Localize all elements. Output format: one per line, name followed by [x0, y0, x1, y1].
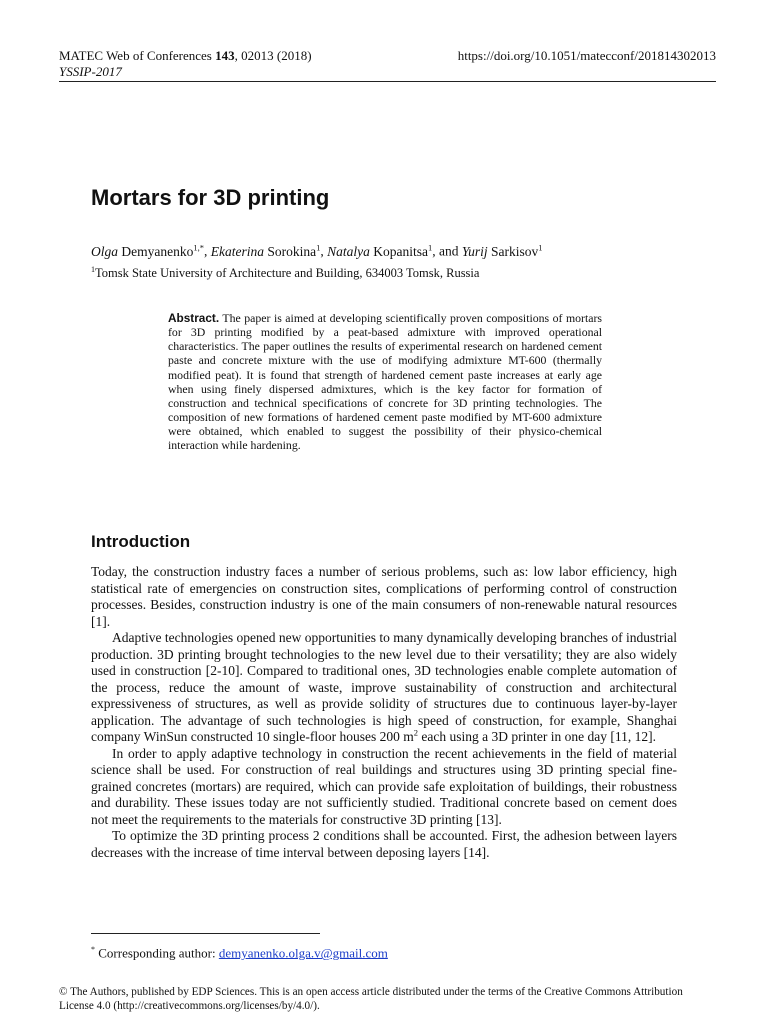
- body-text: [91, 564, 677, 861]
- abstract-text: The paper is aimed at developing scientifically proven compositions of mortars for 3D printing modified by a peat-based admixture with improved operational characteristics. The paper outlines the results of experimental research on hardened cement paste and concrete mixture with the use of modifying admixture MT-600 (thermally modified peat). It is found that strength of hardened cement paste increases at early age when using finely dispersed admixtures, which is the key factor for formation of construction and technical specifications of concrete for 3D printing technologies. The composition of new formations of hardened cement paste modified by MT-600 admixture were obtained, which enabled to suggest the possibility of their physico-chemical interaction while hardening.: [168, 311, 602, 453]
- paper-title: Mortars for 3D printing: [91, 185, 330, 210]
- abstract: [168, 311, 602, 453]
- author: Olga Demyanenko$^{1,*}$: [91, 242, 204, 259]
- paragraph: In order to apply adaptive technology in construction the recent achievements in the field of material science shall be used. For construction of real buildings and structures using 3D printing special fine-grained concretes (mortars) are required, which can provide safe exploitation of buildings, their robustness and durability. These issues today are not sufficiently studied. Traditional concrete based on cement does not meet the requirements to the materials for constructive 3D printing [13].: [91, 745, 677, 827]
- abstract-label: Abstract.: [168, 311, 220, 325]
- paragraph: Adaptive technologies opened new opportunities to many dynamically developing branches of industrial production. 3D printing brought technologies to the new level due to their versatility; they are also widely used in construction [2-10]. Compared to traditional ones, 3D technologies enable complete automation of the process, reduce the amount of waste, improve sustainability of construction and architectural expressiveness of structures, as well as provide solidity of structures due to continuous layer-by-layer application. The advantage of such technologies is high speed of construction, for example, Shanghai company WinSun constructed 10 single-floor houses 200 $m^2$ each using a 3D printer in one day [11, 12].: [91, 630, 677, 744]
- journal-citation: MATEC Web of Conferences 143, 02013 (2018): [59, 48, 312, 63]
- doi-link[interactable]: https://doi.org/10.1051/matecconf/201814302013: [457, 48, 716, 63]
- affiliation: $^1$Tomsk State University of Architecture and Building, 634003 Tomsk, Russia: [91, 265, 480, 281]
- author: Yurij Sarkisov$^1$: [461, 242, 543, 259]
- paragraph: Today, the construction industry faces a number of serious problems, such as: low labor efficiency, high statistical rate of emergencies on construction sites, complications of performing control of construction processes. Besides, construction industry is one of the main consumers of non-renewable natural resources [1].: [91, 564, 677, 629]
- paragraph: To optimize the 3D printing process 2 conditions shall be accounted. First, the adhesion between layers decreases with the increase of time interval between deposing layers [14].: [91, 828, 677, 860]
- author-email-link[interactable]: demyanenko.olga.v@gmail.com: [218, 945, 388, 961]
- header-divider: [59, 81, 716, 82]
- footnote: * Corresponding author: demyanenko.olga.v@gmail.com: [91, 945, 388, 961]
- journal-volume: 143: [215, 48, 235, 63]
- license-notice: © The Authors, published by EDP Sciences. This is an open access article distributed under the terms of the Creative Commons Attribution License 4.0 (http://creativecommons.org/licenses/by/4.0/).: [59, 986, 683, 1012]
- footnote-divider: [91, 933, 320, 934]
- conference-name: YSSIP-2017: [59, 64, 122, 79]
- author: Ekaterina Sorokina$^1$: [210, 242, 321, 259]
- author: Natalya Kopanitsa$^1$: [327, 242, 433, 259]
- journal-header: [59, 48, 312, 80]
- author-list: Olga Demyanenko$^{1,*}$, Ekaterina Sorokina$^1$, Natalya Kopanitsa$^1$, and Yurij Sarkisov$^1$: [91, 242, 543, 259]
- section-heading-introduction: Introduction: [91, 532, 191, 551]
